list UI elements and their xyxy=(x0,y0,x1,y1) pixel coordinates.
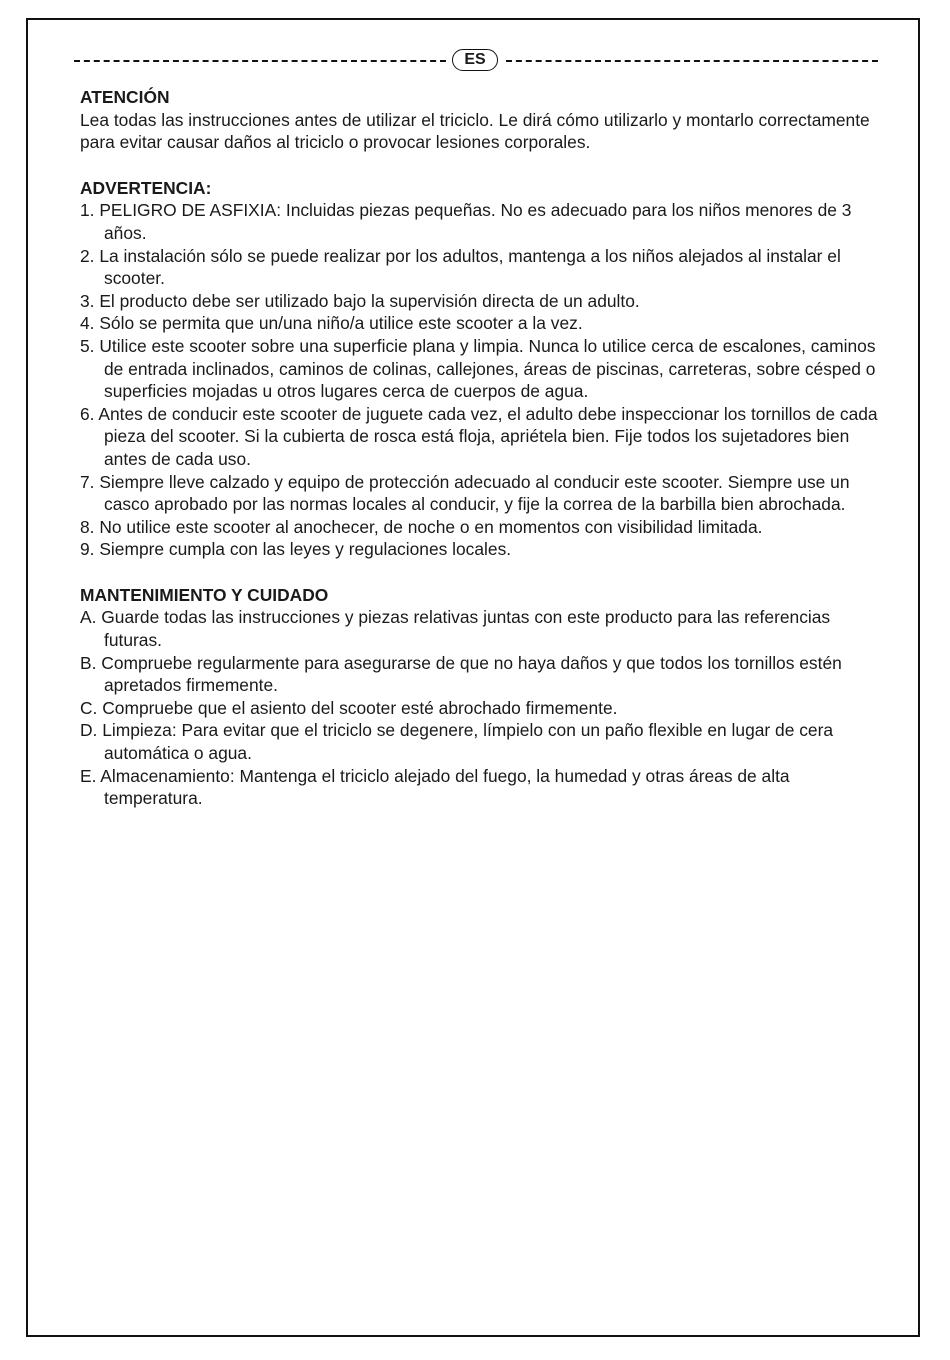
maintenance-item: E. Almacenamiento: Mantenga el triciclo alejado del fuego, la humedad y otras áreas de alta temperatura. xyxy=(80,765,790,809)
maintenance-item: C. Compruebe que el asiento del scooter esté abrochado firmemente. xyxy=(80,697,618,718)
maintenance-item: B. Compruebe regularmente para asegurarse de que no haya daños y que todos los tornillos estén apretados firmemente. xyxy=(80,652,842,696)
maintenance-item: A. Guarde todas las instrucciones y piezas relativas juntas con este producto para las referencias futuras. xyxy=(80,607,831,651)
warning-item: 1. PELIGRO DE ASFIXIA: Incluidas piezas pequeñas. No es adecuado para los niños menores de 3 años. xyxy=(80,200,852,243)
warning-item: 9. Siempre cumpla con las leyes y regulaciones locales. xyxy=(80,539,512,560)
warning-item: 3. El producto debe ser utilizado bajo la supervisión directa de un adulto. xyxy=(80,290,640,311)
warning-list xyxy=(80,199,880,561)
document-content xyxy=(80,86,880,833)
maintenance-item: D. Limpieza: Para evitar que el triciclo se degenere, límpielo con un paño flexible en lugar de cera automática o agua. xyxy=(80,720,834,764)
maintenance-title: MANTENIMIENTO Y CUIDADO xyxy=(80,584,329,605)
warning-item: 5. Utilice este scooter sobre una superficie plana y limpia. Nunca lo utilice cerca de escalones, caminos de entrada inclinados, caminos de colinas, callejones, áreas de piscinas, carreteras, sobre césped o superficies mojadas u otros lugares cerca de cuerpos de agua. xyxy=(80,335,876,402)
warning-item: 8. No utilice este scooter al anochecer, de noche o en momentos con visibilidad limitada. xyxy=(80,516,763,537)
warning-item: 4. Sólo se permita que un/una niño/a utilice este scooter a la vez. xyxy=(80,313,583,334)
warning-item: 6. Antes de conducir este scooter de juguete cada vez, el adulto debe inspeccionar los tornillos de cada pieza del scooter. Si la cubierta de rosca está floja, apriétela bien. Fije todos los sujetadores bien antes de cada uso. xyxy=(80,403,878,469)
attention-section xyxy=(80,86,880,154)
language-badge: ES xyxy=(452,49,498,71)
maintenance-section xyxy=(80,584,880,810)
dashed-divider-right xyxy=(506,60,878,62)
maintenance-list xyxy=(80,606,880,809)
dashed-divider-left xyxy=(74,60,446,62)
warning-title: ADVERTENCIA: xyxy=(80,177,212,198)
language-header xyxy=(74,49,878,73)
attention-title: ATENCIÓN xyxy=(80,87,170,107)
warning-item: 2. La instalación sólo se puede realizar por los adultos, mantenga a los niños alejados al instalar el scooter. xyxy=(80,245,841,289)
attention-text: Lea todas las instrucciones antes de utilizar el triciclo. Le dirá cómo utilizarlo y montarlo correctamente para evitar causar daños al triciclo o provocar lesiones corporales. xyxy=(80,109,870,153)
warning-section xyxy=(80,177,880,561)
warning-item: 7. Siempre lleve calzado y equipo de protección adecuado al conducir este scooter. Siempre use un casco aprobado por las normas locales al conducir, y fije la correa de la barbilla bien abrochada. xyxy=(80,471,850,515)
